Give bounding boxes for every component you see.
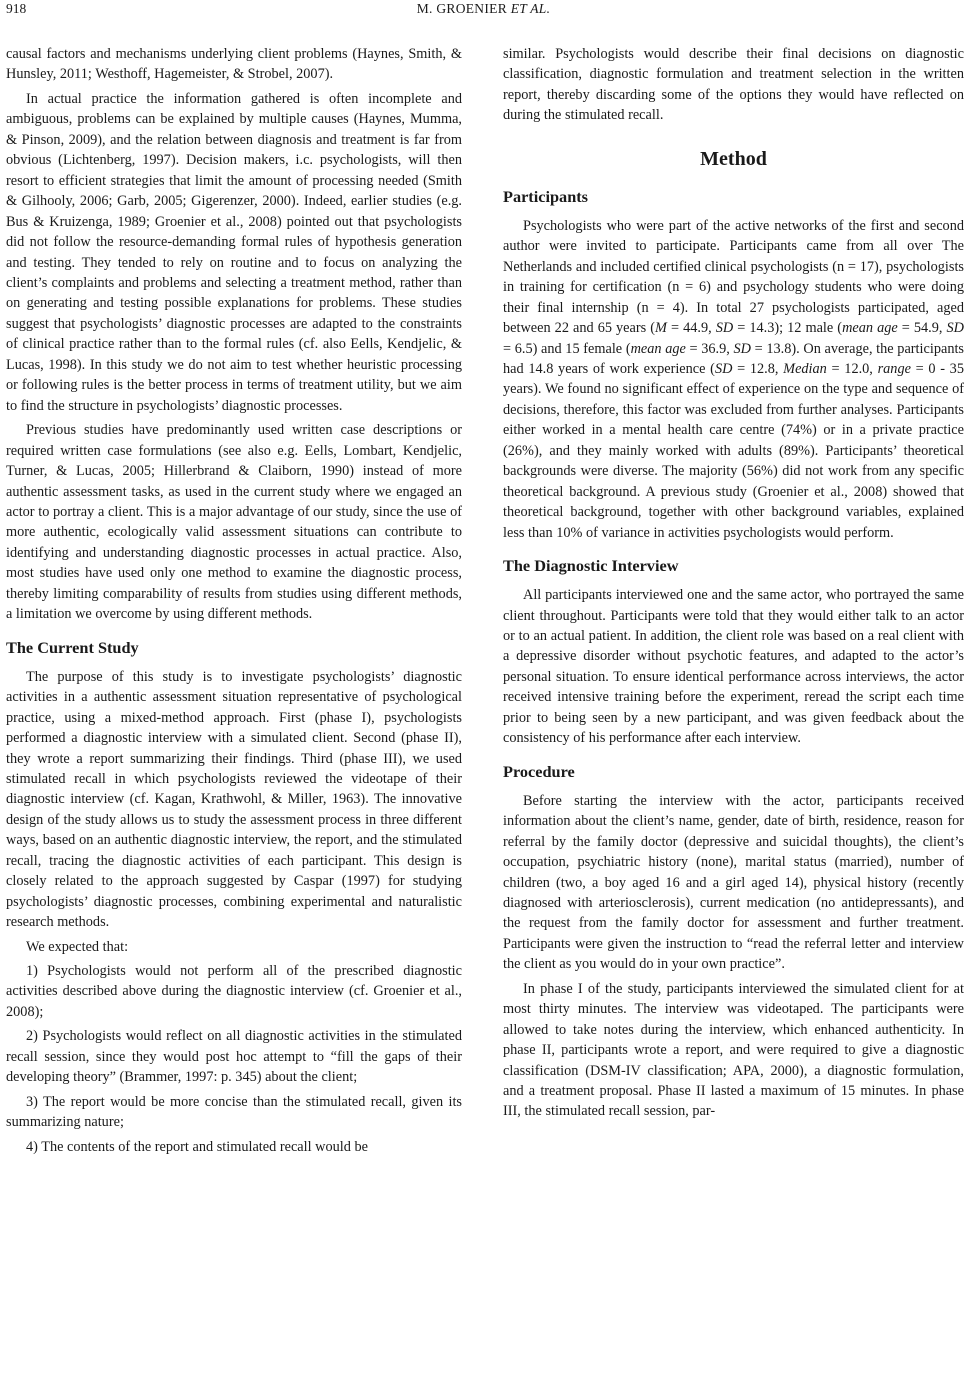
running-authors: M. GROENIER: [416, 1, 508, 16]
paragraph: causal factors and mechanisms underlying client problems (Haynes, Smith, & Hunsley, 2011; Westhoff, Hagemeister, & Strobel, 2007).: [6, 46, 462, 83]
hypothesis-1: 1) Psychologists would not perform all of the prescribed diagnostic activities described above during the diagnostic interview (cf. Groenier et al., 2008);: [6, 963, 462, 1020]
section-heading-method: Method: [700, 147, 767, 170]
hypothesis-4: 4) The contents of the report and stimulated recall would be: [26, 1138, 368, 1155]
subsection-heading-procedure: Procedure: [503, 761, 575, 781]
section-heading-current-study: The Current Study: [6, 637, 139, 657]
paragraph: All participants interviewed one and the same actor, who portrayed the same client throughout. Participants were told that they would either talk to an actor or to an actual patient. In addition, the client role was based on a real client with a depressive disorder without psychotic features, and adapted to the actor’s personal situation. To ensure identical performance across interviews, the actor received intensive training before the experiment, reread the script each time prior to being seen by a new participant, and was given feedback about the consistency of his performance after each interview.: [503, 587, 964, 747]
paragraph: The purpose of this study is to investigate psychologists’ diagnostic activities in a authentic assessment situation representative of psychological practice, using a mixed-method approach. First (phase I), psychologists performed a diagnostic interview with a simulated client. Second (phase II), they wrote a report summarizing their findings. Third (phase III), we used stimulated recall in which psychologists reviewed the videotape of their diagnostic interview (cf. Kagan, Krathwohl, & Miller, 1963). The innovative design of the study allows us to study the assessment process in three different ways, based on an authentic diagnostic interview, the report, and the stimulated recall, tracing the diagnostic activities of each participant. This design is closely related to the approach suggested by Caspar (1997) for studying psychologists’ diagnostic processes, combining experimental and naturalistic research methods.: [6, 668, 462, 931]
paragraph: In phase I of the study, participants interviewed the simulated client for at most thirty minutes. The interview was videotaped. The participants were allowed to take notes during the interview, which enhanced authenticity. In phase II, participants wrote a report, and were required to give a diagnostic classification (DSM-IV classification; APA, 2000), a diagnostic formulation, and a treatment proposal. Phase II lasted a maximum of 15 minutes. In phase III, the stimulated recall session, par-: [503, 980, 964, 1120]
paragraph: In actual practice the information gathered is often incomplete and ambiguous, problems can be explained by multiple causes (Haynes, Mumma, & Pinson, 2009), and the relation between diagnosis and treatment is far from obvious (Lichtenberg, 1997). Decision makers, i.c. psychologists, will then resort to efficient strategies that limit the amount of processing needed (Smith & Gilhooly, 2006; Garb, 2005; Gigerenzer, 2000). Indeed, earlier studies (e.g. Bus & Kruizenga, 1989; Groenier et al., 2008) pointed out that psychologists did not follow the resource-demanding formal rules of hypothesis generation and testing. They tended to rely on routine and to focus on analyzing the client’s complaints and problems and selecting a treatment method, rather than on generating and testing possible explanations for problems. These studies suggest that psychologists’ diagnostic processes are adapted to the constraints of clinical practice rather than to the formal rules (cf. also Eells, Kendjelic, & Lucas, 1998). In this study we do not aim to test whether heuristic processing or following rules is the better process in terms of treatment utility, but we aim to find the structure in psychologists’ diagnostic processes.: [6, 90, 462, 414]
hypothesis-2: 2) Psychologists would reflect on all diagnostic activities in the stimulated recall session, since they would post hoc attempt to “fill the gaps of their developing theory” (Brammer, 1997: p. 345) about the client;: [6, 1028, 462, 1086]
paragraph-participants: Psychologists who were part of the active networks of the first and second author were invited to participate. Participants came from all over The Netherlands and included certified clinical psychologists (n = 17), psychologists in training for certification (n = 6) and psychology students who were doing their final internship (n = 4). In total 27 psychologists participated, aged between 22 and 65 years (M = 44.9, SD = 14.3); 12 male (mean age = 54.9, SD = 6.5) and 15 female (mean age = 36.9, SD = 13.8). On average, the participants had 14.8 years of work experience (SD = 12.8, Median = 12.0, range = 0 - 35 years). We found no significant effect of experience on the type and sequence of decisions, therefore, this factor was excluded from further analyses. Participants either worked in a mental health care centre (74%) or in a private practice (26%), and they mainly worked with adults (89%). Participants’ theoretical backgrounds were diverse. The majority (56%) did not work from any specific theoretical background. A previous study (Groenier et al., 2008) showed that theoretical background, together with other background variables, explained less than 10% of variance in activities psychologists would perform.: [503, 217, 964, 541]
left-column: [6, 44, 462, 1157]
running-header: [0, 0, 967, 24]
paragraph: Previous studies have predominantly used written case descriptions or required written case formulations (see also e.g. Eells, Lombart, Kendjelic, Turner, & Lucas, 2005; Hillerbrand & Claiborn, 1990) instead of more authentic assessment tasks, as used in the current study where we engaged an actor to portray a client. This is a major advantage of our study, since the use of more authentic, ecologically valid assessment situations can contribute to identifying and understanding diagnostic processes in actual practice. Also, most studies have used only one method to examine the diagnostic process, thereby limiting comparability of results from studies using different methods, a limitation we overcome by using different methods.: [6, 422, 462, 623]
paragraph: We expected that:: [26, 938, 129, 955]
page-number: 918: [6, 1, 27, 16]
running-et-al: ET AL.: [510, 1, 551, 16]
subsection-heading-participants: Participants: [503, 186, 589, 206]
subsection-heading-interview: The Diagnostic Interview: [503, 556, 679, 576]
running-title: [0, 1, 967, 17]
paragraph: similar. Psychologists would describe their final decisions on diagnostic classification, diagnostic formulation and treatment selection in the written report, thereby discarding some of the options they would have reflected on during the stimulated recall.: [503, 46, 964, 124]
hypothesis-3: 3) The report would be more concise than the stimulated recall, given its summarizing nature;: [6, 1093, 462, 1131]
right-column: [503, 44, 964, 1122]
paragraph: Before starting the interview with the actor, participants received information about the client’s name, gender, date of birth, residence, reason for referral by the family doctor (depressive and suicidal thoughts), the client’s occupation, psychiatric history (none), marital status (married), number of children (two, a boy aged 16 and a girl aged 14), physical history (recently diagnosed with arteriosclerosis), current medication (no antidepressants), and the request from the family doctor for assessment and further treatment. Participants were given the instruction to “read the referral letter and interview the client as you would do in your own practice”.: [503, 792, 964, 973]
